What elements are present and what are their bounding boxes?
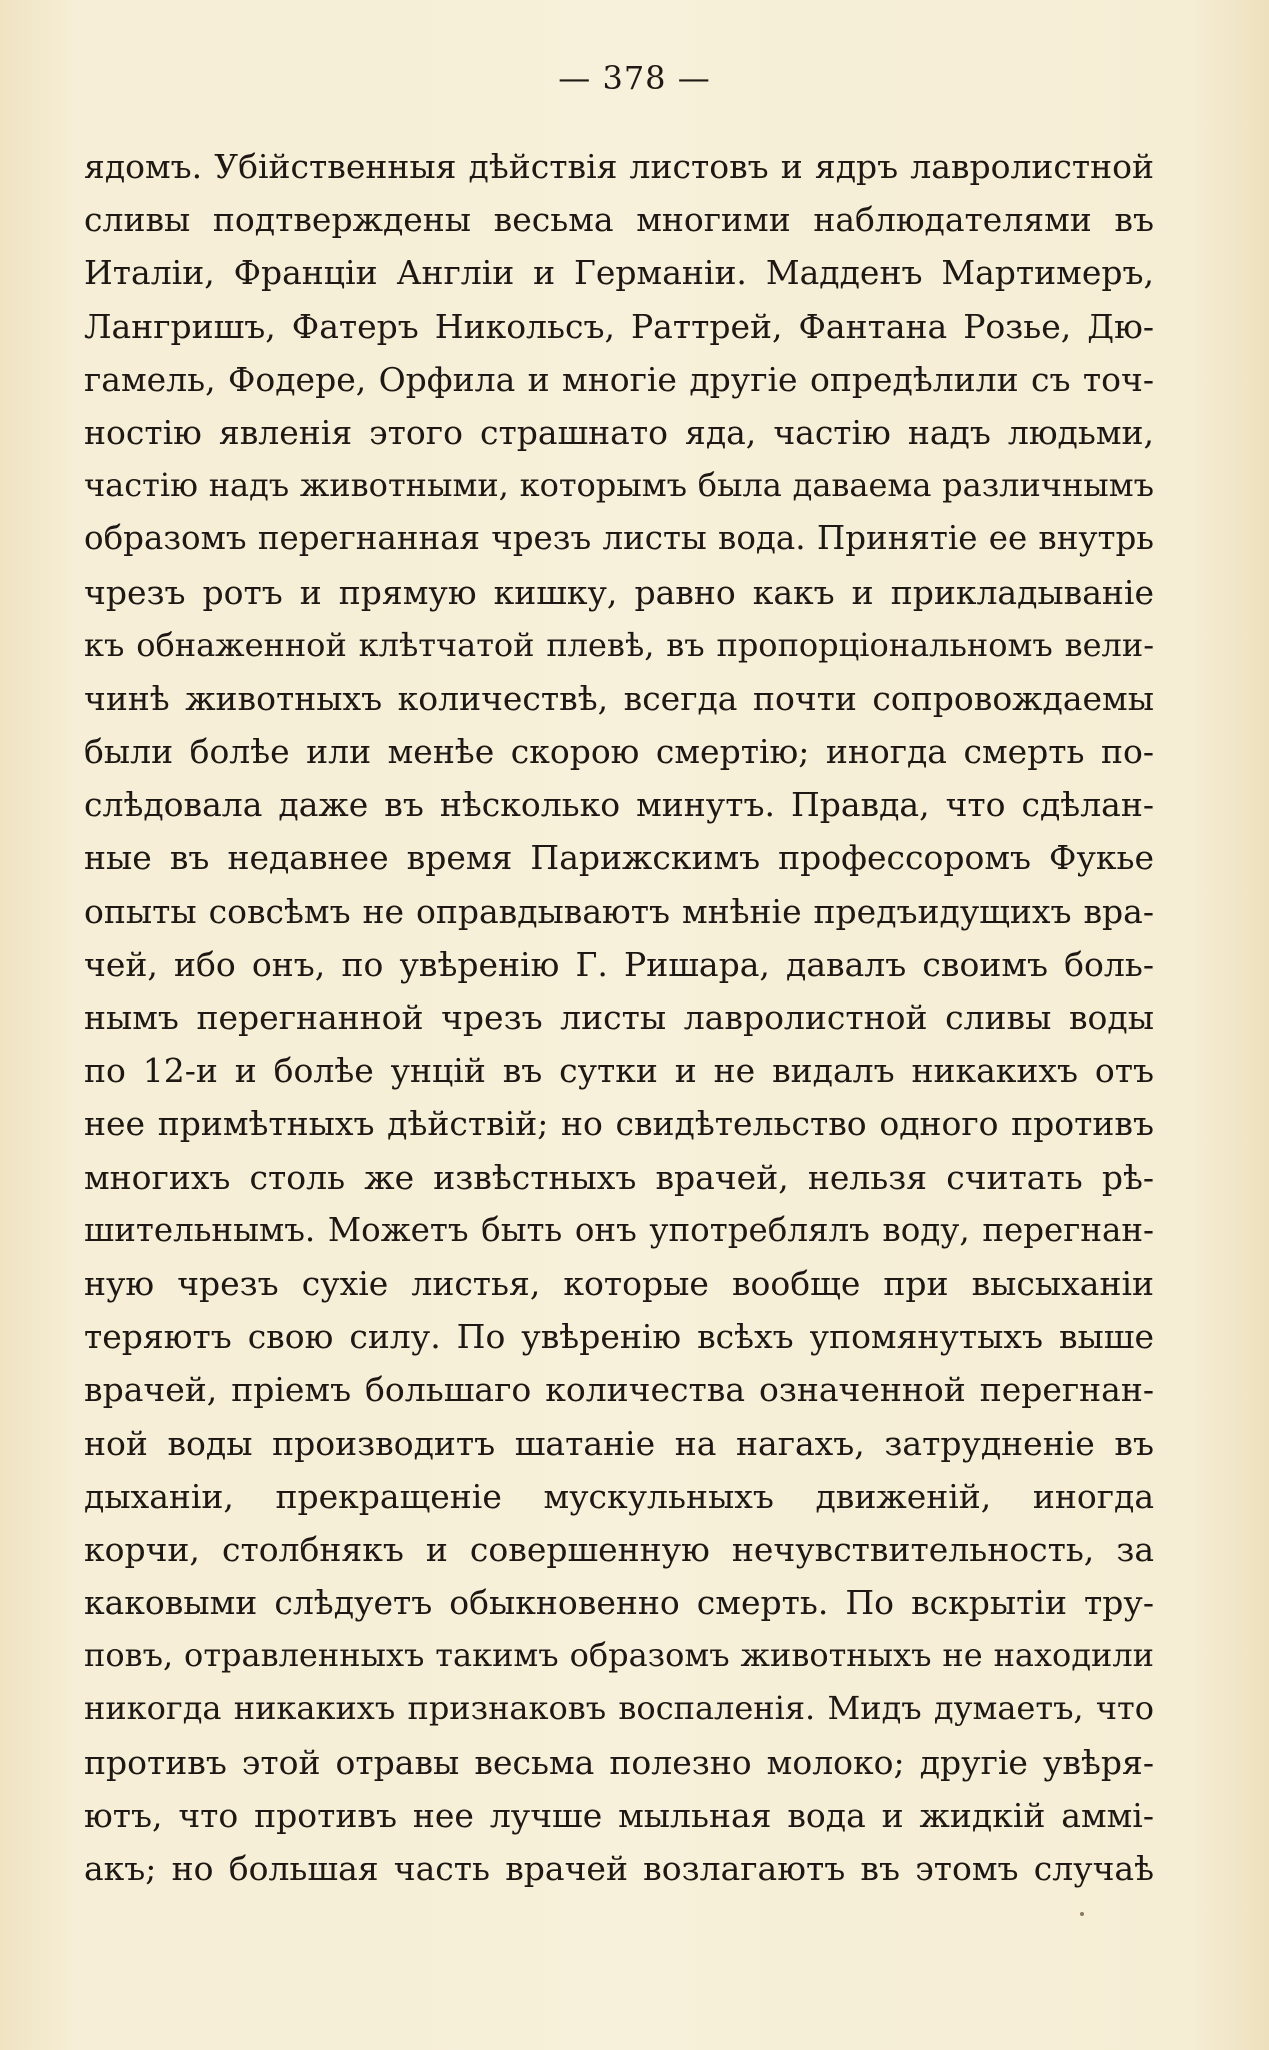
text-line: повъ, отравленныхъ такимъ образомъ животныхъ не находили — [84, 1636, 1154, 1675]
text-line: ностiю явленiя этого страшнато яда, частiю надъ людьми, — [84, 412, 1154, 452]
text-line: теряютъ свою силу. По увѣренiю всѣхъ упомянутыхъ выше — [84, 1317, 1154, 1357]
text-line: Италiи, Францiи Англiи и Германiи. Мадденъ Мартимеръ, — [84, 253, 1154, 293]
text-line: частiю надъ животными, которымъ была даваема различнымъ — [84, 466, 1154, 505]
text-line: акъ; но большая часть врачей возлагаютъ въ этомъ случаѣ — [84, 1849, 1154, 1888]
text-line: чинѣ животныхъ количествѣ, всегда почти сопровождаемы — [84, 678, 1154, 718]
text-line: каковыми слѣдуетъ обыкновенно смерть. По вскрытiи тру- — [84, 1583, 1154, 1623]
text-line: ной воды производитъ шатанiе на нагахъ, затрудненiе въ — [84, 1423, 1154, 1463]
text-line: къ обнаженной клѣтчатой плевѣ, въ пропорцiональномъ вели- — [84, 625, 1154, 664]
text-line: многихъ столь же извѣстныхъ врачей, нельзя считать рѣ- — [84, 1157, 1154, 1197]
text-line: образомъ перегнанная чрезъ листы вода. Принятiе ее внутрь — [84, 519, 1154, 558]
text-line: ную чрезъ сухiе листья, которые вообще при высыханiи — [84, 1263, 1154, 1303]
text-line: ные въ недавнее время Парижскимъ профессоромъ Фукье — [84, 838, 1154, 878]
text-line: опыты совсѣмъ не оправдываютъ мнѣнiе предъидущихъ вра- — [84, 891, 1154, 931]
text-line: корчи, столбнякъ и совершенную нечувствительность, за — [84, 1529, 1154, 1569]
text-line: ютъ, что противъ нее лучше мыльная вода и жидкiй аммi- — [84, 1795, 1154, 1835]
text-line: нымъ перегнанной чрезъ листы лавролистной сливы воды — [84, 998, 1154, 1037]
text-line: никогда никакихъ признаковъ воспаленiя. Мидъ думаетъ, что — [84, 1689, 1154, 1728]
paper-speck — [1080, 1912, 1084, 1916]
text-line: чей, ибо онъ, по увѣренiю Г. Ришара, давалъ своимъ боль- — [84, 944, 1154, 984]
text-line: противъ этой отравы весьма полезно молоко; другiе увѣря- — [84, 1742, 1154, 1782]
text-line: ядомъ. Убiйственныя дѣйствiя листовъ и ядръ лавролистной — [84, 147, 1154, 186]
text-line: были болѣе или менѣе скорою смертiю; иногда смерть по- — [84, 732, 1154, 772]
text-line: врачей, прiемъ большаго количества означенной перегнан- — [84, 1370, 1154, 1410]
text-line: нее примѣтныхъ дѣйствiй; но свидѣтельство одного противъ — [84, 1104, 1154, 1144]
text-line: сливы подтверждены весьма многими наблюдателями въ — [84, 200, 1154, 240]
page-number: — 378 — — [558, 59, 711, 97]
text-line: слѣдовала даже въ нѣсколько минутъ. Правда, что сдѣлан- — [84, 785, 1154, 825]
body-text — [84, 140, 1154, 1895]
text-line: по 12-и и болѣе унцiй въ сутки и не видалъ никакихъ отъ — [84, 1051, 1154, 1091]
text-line: Лангришъ, Фатеръ Никольсъ, Раттрей, Фантана Розье, Дю- — [84, 306, 1154, 346]
text-line: дыханiи, прекращенiе мускульныхъ движенiй, иногда — [84, 1476, 1154, 1516]
text-line: шительнымъ. Можетъ быть онъ употреблялъ воду, перегнан- — [84, 1210, 1154, 1249]
text-line: гамель, Фодере, Орфила и многiе другiе опредѣлили съ точ- — [84, 359, 1154, 399]
text-line: чрезъ ротъ и прямую кишку, равно какъ и прикладыванiе — [84, 572, 1154, 612]
